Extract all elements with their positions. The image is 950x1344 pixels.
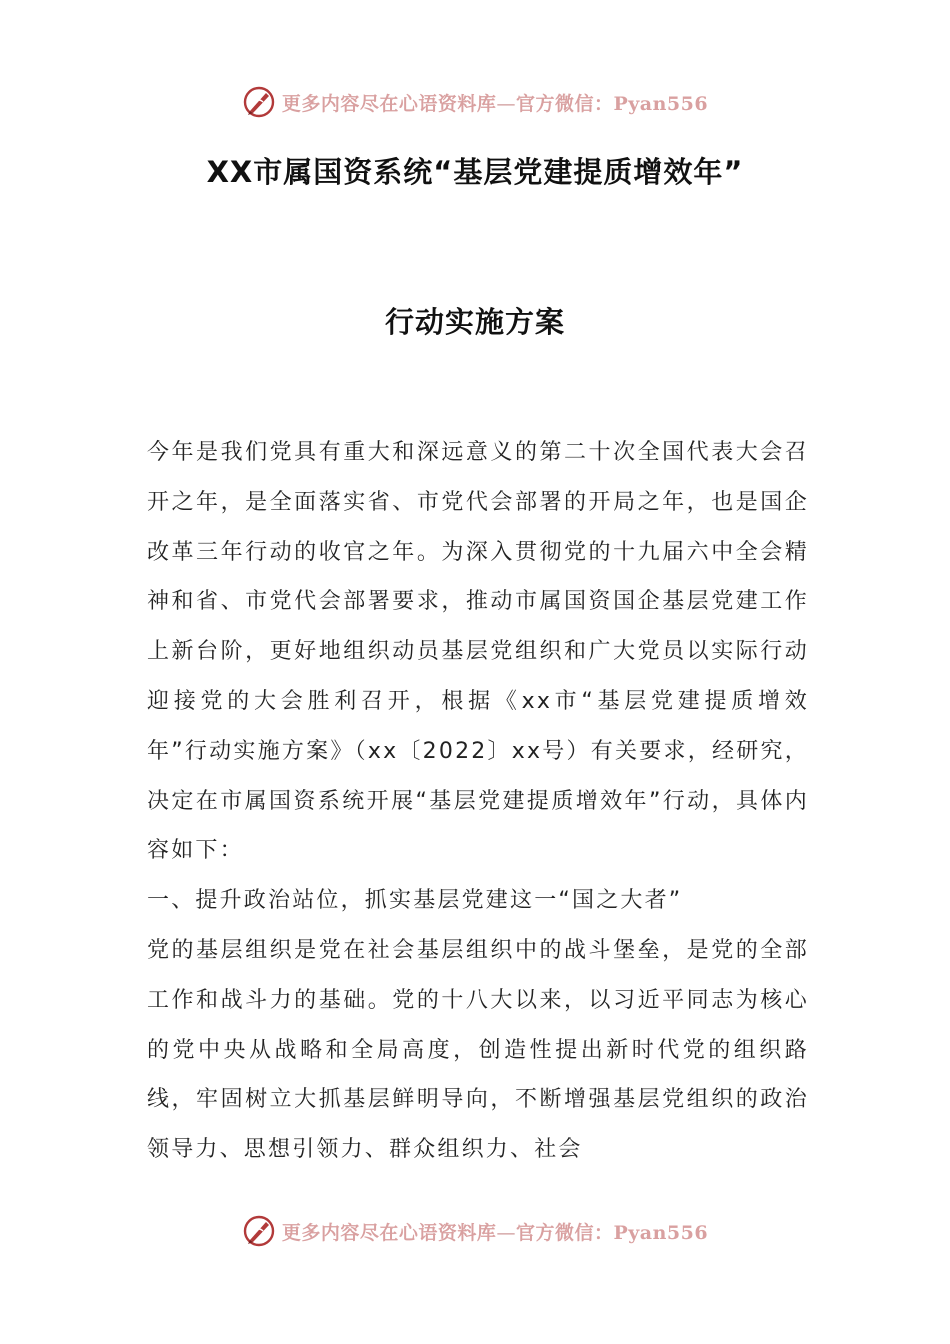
section-1-paragraph: 党的基层组织是党在社会基层组织中的战斗堡垒，是党的全部工作和战斗力的基础。党的十八大以来，以习近平同志为核心的党中央从战略和全局高度，创造性提出新时代党的组织路线，牢固树立大抓基层鲜明导向，不断增强基层党组织的政治领导力、思想引领力、群众组织力、社会 bbox=[147, 937, 809, 1163]
intro-paragraph: 今年是我们党具有重大和深远意义的第二十次全国代表大会召开之年，是全面落实省、市党代会部署的开局之年，也是国企改革三年行动的收官之年。为深入贯彻党的十九届六中全会精神和省、市党代会部署要求，推动市属国资国企基层党建工作上新台阶，更好地组织动员基层党组织和广大党员以实际行动迎接党的大会胜利召开，根据《xx市“基层党建提质增效年”行动实施方案》（xx〔2022〕xx号）有关要求，经研究，决定在市属国资系统开展“基层党建提质增效年”行动，具体内容如下： bbox=[147, 440, 809, 864]
section-1-heading: 一、提升政治站位，抓实基层党建这一“国之大者” bbox=[147, 888, 683, 914]
watermark-footer bbox=[0, 1211, 950, 1251]
pen-circle-logo-icon bbox=[242, 1214, 276, 1248]
watermark-text: 更多内容尽在心语资料库—官方微信：Pyan556 bbox=[281, 1221, 709, 1244]
document-title-line-2: 行动实施方案 bbox=[384, 305, 565, 339]
watermark-text: 更多内容尽在心语资料库—官方微信：Pyan556 bbox=[281, 92, 709, 115]
document-body bbox=[147, 428, 809, 1175]
watermark-header bbox=[0, 82, 950, 122]
document-title-line-1: XX市属国资系统“基层党建提质增效年” bbox=[206, 155, 744, 189]
pen-circle-logo-icon bbox=[242, 85, 276, 119]
